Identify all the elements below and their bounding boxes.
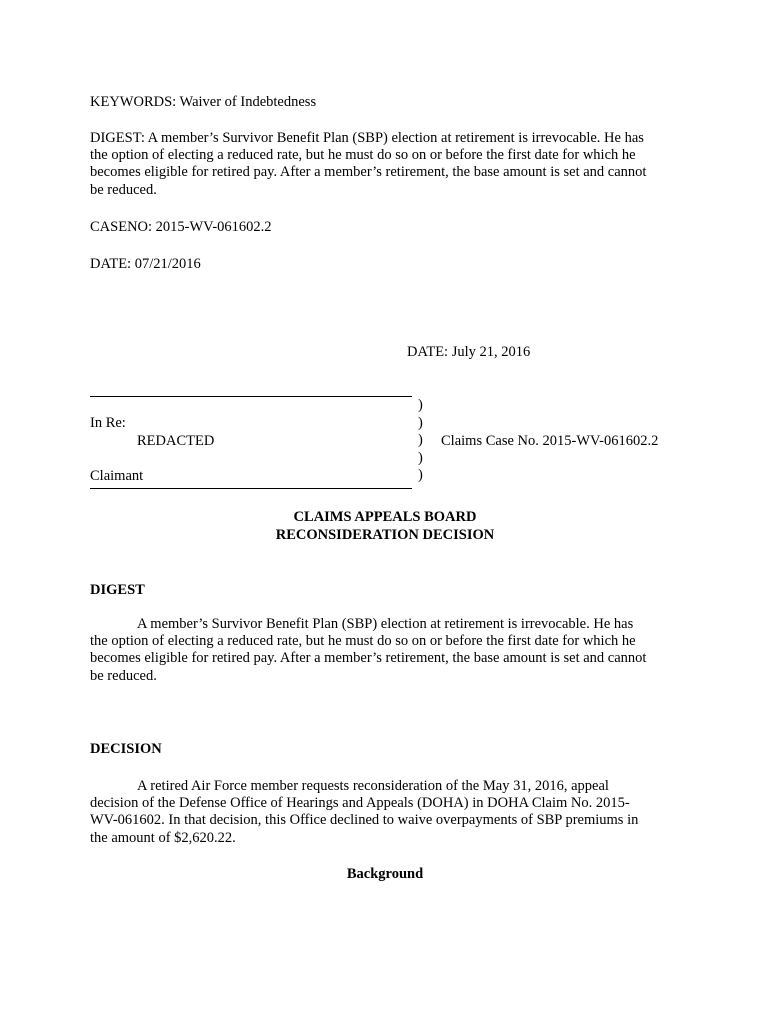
header-digest-line: be reduced. [90,181,157,198]
decision-line: the amount of $2,620.22. [90,829,236,846]
caption-role: Claimant [90,468,144,484]
caption-paren: ) [418,467,423,484]
digest-line: becomes eligible for retired pay. After a member’s retirement, the base amount is set and cannot [90,650,647,667]
header-date-line: DATE: 07/21/2016 [90,256,201,272]
digest-paragraph [90,616,690,685]
decision-line: WV-061602. In that decision, this Office declined to waive overpayments of SBP premiums in [90,812,639,829]
document-title-line-2: RECONSIDERATION DECISION [275,527,495,543]
caption-party: REDACTED [137,433,215,449]
caption-paren: ) [418,414,423,431]
document-date: DATE: July 21, 2016 [407,344,531,360]
decision-paragraph [90,778,690,847]
caption-paren: ) [418,449,423,466]
decision-line: A retired Air Force member requests reconsideration of the May 31, 2016, appeal [137,778,609,794]
decision-line: decision of the Defense Office of Hearings and Appeals (DOHA) in DOHA Claim No. 2015- [90,795,630,812]
digest-line: the option of electing a reduced rate, but he must do so on or before the first date for which he [90,633,636,650]
header-digest-line: the option of electing a reduced rate, but he must do so on or before the first date for which he [90,147,636,164]
header-digest [90,130,690,199]
digest-line: A member’s Survivor Benefit Plan (SBP) election at retirement is irrevocable. He has [137,616,634,632]
caption-paren: ) [418,432,423,449]
caption-case-number: Claims Case No. 2015-WV-061602.2 [441,433,659,449]
header-digest-line: becomes eligible for retired pay. After a member’s retirement, the base amount is set and cannot [90,164,647,181]
document-title-line-1: CLAIMS APPEALS BOARD [293,509,477,525]
caption-paren: ) [418,397,423,413]
header-digest-line: DIGEST: A member’s Survivor Benefit Plan (SBP) election at retirement is irrevocable. He has [90,130,644,146]
keywords-line: KEYWORDS: Waiver of Indebtedness [90,94,317,110]
caption-in-re: In Re: [90,415,126,431]
caption-top-rule [90,396,412,397]
digest-heading: DIGEST [90,582,145,598]
caption-bottom-rule [90,488,412,489]
decision-heading: DECISION [90,741,162,757]
background-heading: Background [346,866,424,882]
caseno-line: CASENO: 2015-WV-061602.2 [90,219,272,235]
caption-paren-column [418,397,423,485]
digest-line: be reduced. [90,667,157,684]
